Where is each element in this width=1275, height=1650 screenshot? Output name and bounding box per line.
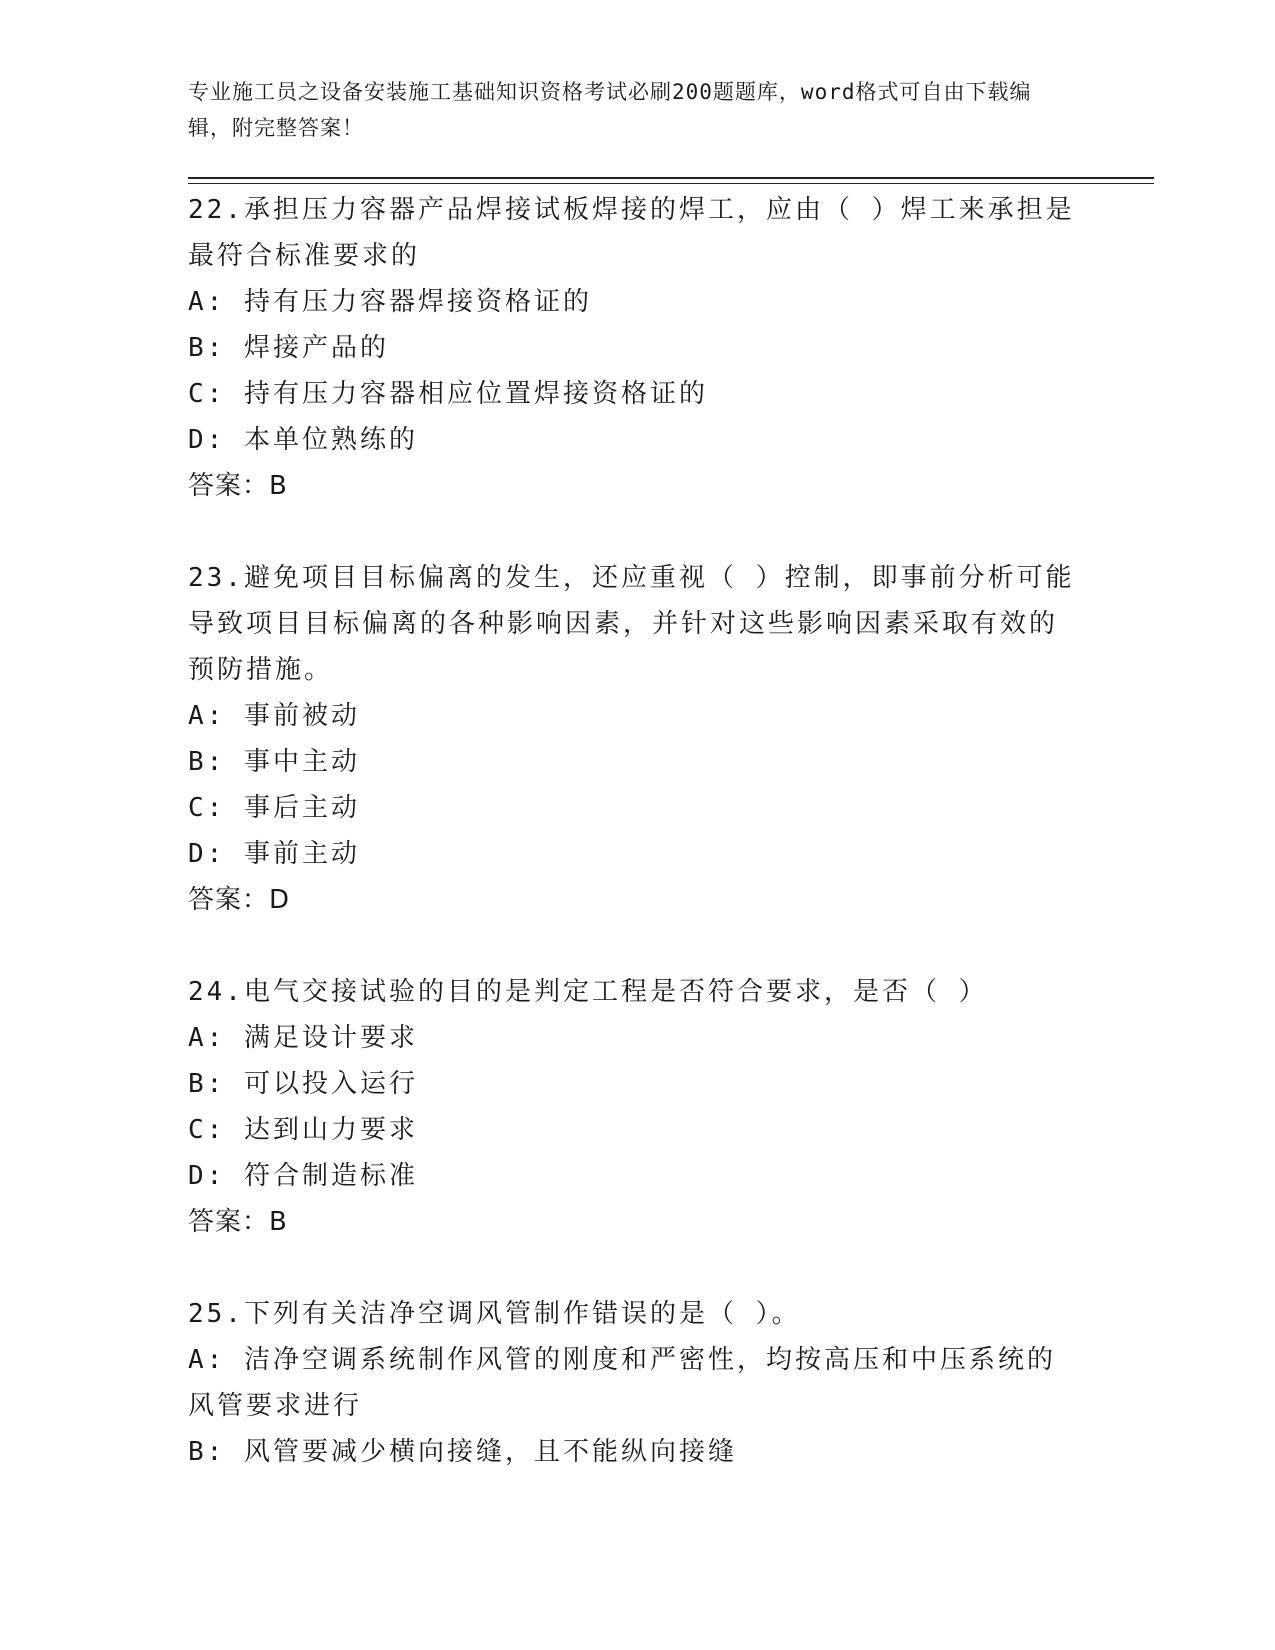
option-a: A: 事前被动 [188, 701, 360, 731]
option-c: C: 持有压力容器相应位置焊接资格证的 [188, 379, 708, 409]
question-list [188, 187, 1078, 1475]
option-a: A: 持有压力容器焊接资格证的 [188, 287, 592, 317]
question-text: 22.承担压力容器产品焊接试板焊接的焊工，应由（ ）焊工来承担是最符合标准要求的 [188, 195, 1075, 271]
option-d: D: 本单位熟练的 [188, 425, 418, 455]
question-spacer [188, 923, 1078, 969]
option-b: B: 可以投入运行 [188, 1069, 418, 1099]
question-spacer [188, 1245, 1078, 1291]
option-d: D: 符合制造标准 [188, 1161, 418, 1191]
option-b: B: 事中主动 [188, 747, 360, 777]
question-25 [188, 1291, 1078, 1475]
answer-line [188, 877, 1078, 923]
answer-value: B [269, 471, 288, 501]
option-c: C: 事后主动 [188, 793, 360, 823]
answer-value: B [269, 1207, 288, 1237]
question-24 [188, 969, 1078, 1245]
answer-label: 答案： [188, 471, 270, 501]
answer-line [188, 463, 1078, 509]
header-divider-thin [188, 183, 1154, 184]
option-d: D: 事前主动 [188, 839, 360, 869]
question-23 [188, 555, 1078, 923]
answer-line [188, 1199, 1078, 1245]
option-b: B: 风管要减少横向接缝，且不能纵向接缝 [188, 1437, 737, 1467]
answer-value: D [269, 885, 291, 915]
document-header [188, 74, 1068, 146]
header-divider [188, 177, 1154, 179]
option-b: B: 焊接产品的 [188, 333, 389, 363]
option-a: A: 满足设计要求 [188, 1023, 418, 1053]
question-22 [188, 187, 1078, 509]
answer-label: 答案： [188, 1207, 270, 1237]
option-a: A: 洁净空调系统制作风管的刚度和严密性，均按高压和中压系统的风管要求进行 [188, 1345, 1056, 1421]
question-text: 23.避免项目目标偏离的发生，还应重视（ ）控制，即事前分析可能导致项目目标偏离的各种影响因素，并针对这些影响因素采取有效的预防措施。 [188, 563, 1075, 685]
header-text: 专业施工员之设备安装施工基础知识资格考试必刷200题题库，word格式可自由下载编辑，附完整答案！ [188, 80, 1032, 140]
answer-label: 答案： [188, 885, 270, 915]
question-text: 24.电气交接试验的目的是判定工程是否符合要求，是否（ ） [188, 977, 988, 1007]
question-spacer [188, 509, 1078, 555]
option-c: C: 达到山力要求 [188, 1115, 418, 1145]
question-text: 25.下列有关洁净空调风管制作错误的是（ ）。 [188, 1299, 801, 1329]
